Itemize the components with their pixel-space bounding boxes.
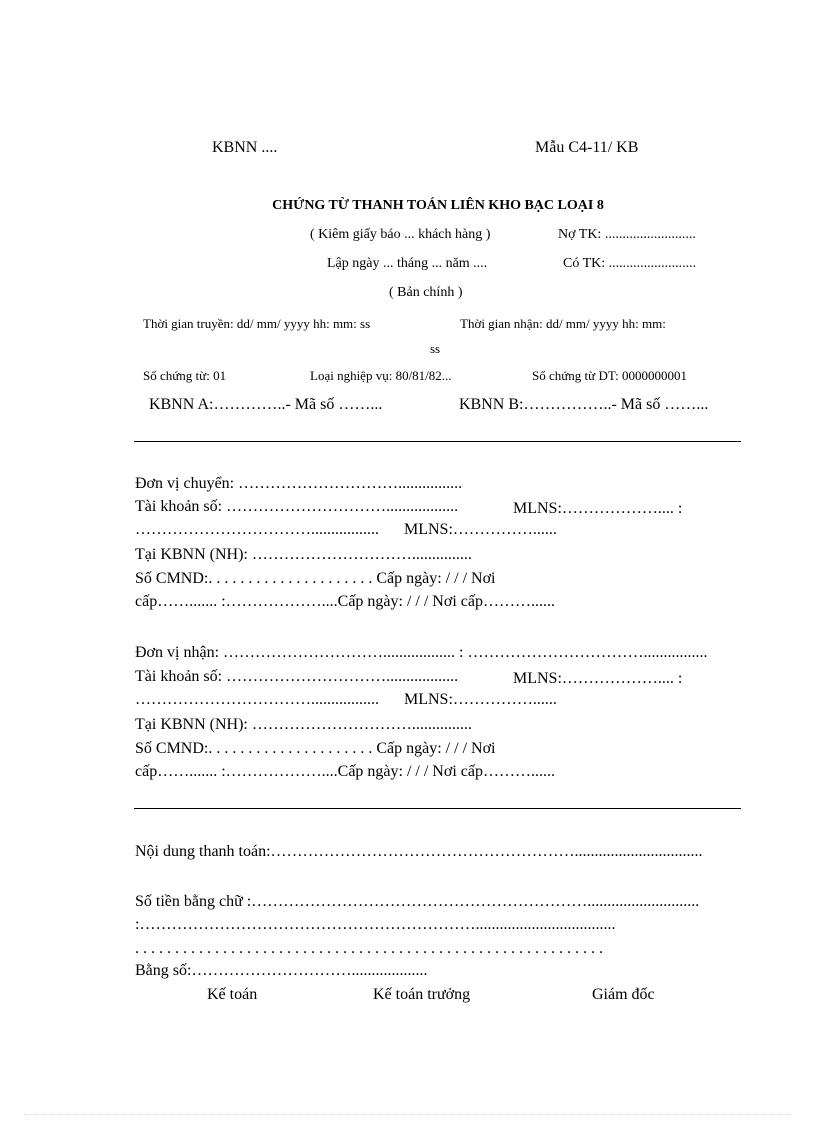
time-received-cont: ss <box>430 341 441 356</box>
kbnn-a: KBNN A:…………..- Mã số ……... <box>149 396 383 413</box>
sender-unit: Đơn vị chuyển: …………………………................ <box>135 475 463 492</box>
receiver-unit: Đơn vị nhận: ………………………….................. : ……………………………................ <box>135 644 708 661</box>
signature-director: Giám đốc <box>592 986 655 1003</box>
payment-content: Nội dung thanh toán:…………………………………………………................................ <box>135 843 703 860</box>
doc-number: Số chứng từ: 01 <box>143 368 227 383</box>
sender-mlns: MLNS:……………….... : <box>513 500 683 517</box>
sender-id-card: Số CMND:. . . . . . . . . . . . . . . . . . . . . Cấp ngày: / / / Nơi <box>135 570 496 587</box>
receiver-account-cont: ……………………………................. <box>135 691 379 708</box>
form-code: Mẫu C4-11/ KB <box>535 139 639 156</box>
document-title: CHỨNG TỪ THANH TOÁN LIÊN KHO BẠC LOẠI 8 <box>272 198 604 213</box>
date-line: Lập ngày ... tháng ... năm .... <box>327 256 488 271</box>
operation-type: Loại nghiệp vụ: 80/81/82... <box>310 368 452 383</box>
sender-bank: Tại KBNN (NH): …………………………............... <box>135 546 472 563</box>
dotted-line: . . . . . . . . . . . . . . . . . . . . . . . . . . . . . . . . . . . . . . . . . . . . . . . . . . . . . . . . . . . <box>135 940 603 957</box>
divider-2 <box>134 808 741 809</box>
debit-account: Nợ TK: .......................... <box>558 227 696 242</box>
receiver-account: Tài khoản số: ………………………….................. <box>135 668 459 685</box>
amount-in-number: Bằng số:…………………………................... <box>135 962 428 979</box>
receiver-issue-place: cấp……....... :………………....Cấp ngày: / / / Nơi cấp………...... <box>135 763 555 780</box>
sender-account-cont: ……………………………................. <box>135 521 379 538</box>
page-bottom-border <box>24 1114 792 1115</box>
signature-chief-accountant: Kế toán trưởng <box>373 986 471 1003</box>
receiver-mlns: MLNS:……………….... : <box>513 670 683 687</box>
credit-account: Có TK: ......................... <box>563 256 697 271</box>
kbnn-b: KBNN B:……………..- Mã số ……... <box>459 396 709 413</box>
time-sent: Thời gian truyền: dd/ mm/ yyyy hh: mm: ss <box>143 316 371 331</box>
receiver-bank: Tại KBNN (NH): …………………………............... <box>135 716 472 733</box>
time-received: Thời gian nhận: dd/ mm/ yyyy hh: mm: <box>460 316 666 331</box>
amount-in-words-cont: :………………………………………………………................................... <box>135 916 616 933</box>
amount-in-words: Số tiền bằng chữ :………………………………………………………............................ <box>135 893 700 910</box>
divider-1 <box>134 441 741 442</box>
copy-type: ( Bản chính ) <box>389 285 463 300</box>
receiver-id-card: Số CMND:. . . . . . . . . . . . . . . . . . . . . Cấp ngày: / / / Nơi <box>135 740 496 757</box>
notice-subtitle: ( Kiêm giấy báo ... khách hàng ) <box>310 227 491 242</box>
kbnn-label: KBNN .... <box>212 139 278 156</box>
doc-number-dt: Số chứng từ DT: 0000000001 <box>532 368 687 383</box>
sender-mlns-2: MLNS:……………...... <box>404 521 557 538</box>
sender-issue-place: cấp……....... :………………....Cấp ngày: / / / Nơi cấp………...... <box>135 593 555 610</box>
signature-accountant: Kế toán <box>207 986 258 1003</box>
receiver-mlns-2: MLNS:……………...... <box>404 691 557 708</box>
sender-account: Tài khoản số: ………………………….................. <box>135 498 459 515</box>
